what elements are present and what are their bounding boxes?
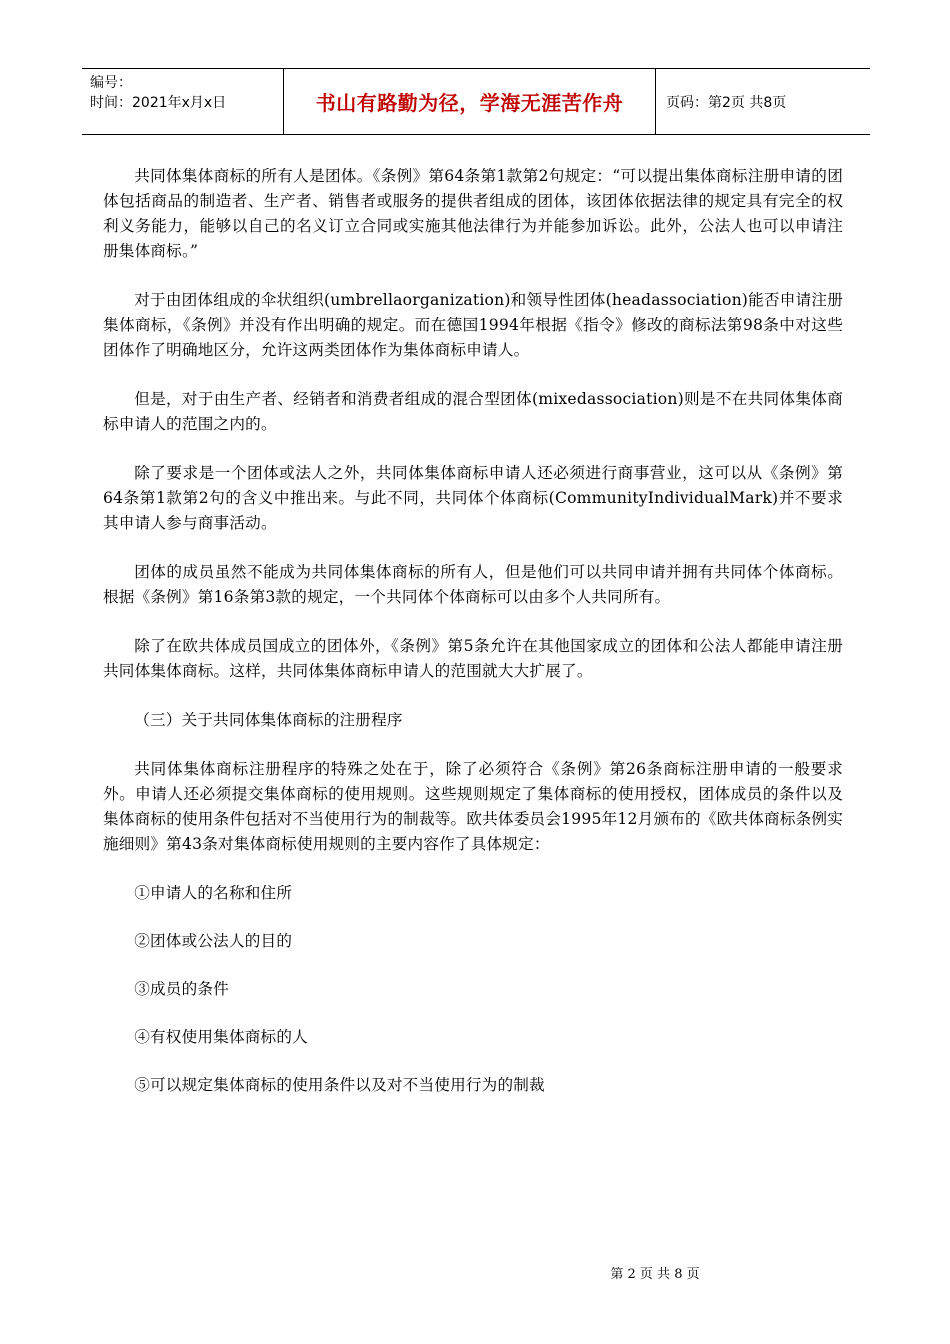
header-motto: 书山有路勤为径，学海无涯苦作舟 bbox=[284, 69, 656, 134]
list-item: ②团体或公法人的目的 bbox=[134, 932, 293, 950]
body-paragraph: 共同体集体商标的所有人是团体。《条例》第64条第1款第2句规定：“可以提出集体商标注册申请的团体包括商品的制造者、生产者、销售者或服务的提供者组成的团体，该团体依据法律的规定具有完全的权利义务能力，能够以自己的名义订立合同或实施其他法律行为并能参加诉讼。此外，公法人也可以申请注册集体商标。” bbox=[103, 167, 843, 260]
body-paragraph: 除了要求是一个团体或法人之外，共同体集体商标申请人还必须进行商事营业，这可以从《条例》第64条第1款第2句的含义中推出来。与此不同，共同体个体商标(CommunityIndividualMark)并不要求其申请人参与商事活动。 bbox=[103, 464, 843, 532]
document-body bbox=[103, 164, 843, 1121]
procedure-paragraph: 共同体集体商标注册程序的特殊之处在于，除了必须符合《条例》第26条商标注册申请的一般要求外。申请人还必须提交集体商标的使用规则。这些规则规定了集体商标的使用授权，团体成员的条件以及集体商标的使用条件包括对不当使用行为的制裁等。欧共体委员会1995年12月颁布的《欧共体商标条例实施细则》第43条对集体商标使用规则的主要内容作了具体规定： bbox=[103, 760, 843, 853]
section-subheading: （三）关于共同体集体商标的注册程序 bbox=[134, 711, 403, 729]
document-date-label: 时间：2021年x月x日 bbox=[90, 95, 227, 111]
list-item: ①申请人的名称和住所 bbox=[134, 884, 293, 902]
document-number-label: 编号： bbox=[90, 75, 132, 91]
body-paragraph: 除了在欧共体成员国成立的团体外，《条例》第5条允许在其他国家成立的团体和公法人都能申请注册共同体集体商标。这样，共同体集体商标申请人的范围就大大扩展了。 bbox=[103, 637, 843, 680]
list-item: ⑤可以规定集体商标的使用条件以及对不当使用行为的制裁 bbox=[134, 1076, 545, 1094]
body-paragraph: 团体的成员虽然不能成为共同体集体商标的所有人，但是他们可以共同申请并拥有共同体个体商标。根据《条例》第16条第3款的规定，一个共同体个体商标可以由多个人共同所有。 bbox=[103, 563, 843, 606]
list-item: ④有权使用集体商标的人 bbox=[134, 1028, 308, 1046]
body-paragraph: 对于由团体组成的伞状组织(umbrellaorganization)和领导性团体(headassociation)能否申请注册集体商标，《条例》并没有作出明确的规定。而在德国1994年根据《指令》修改的商标法第98条中对这些团体作了明确地区分，允许这两类团体作为集体商标申请人。 bbox=[103, 291, 843, 359]
header-page-number: 页码：第2页 共8页 bbox=[666, 94, 787, 111]
page-header bbox=[82, 68, 870, 135]
header-meta bbox=[82, 69, 284, 134]
list-item: ③成员的条件 bbox=[134, 980, 229, 998]
body-paragraph: 但是，对于由生产者、经销者和消费者组成的混合型团体(mixedassociation)则是不在共同体集体商标申请人的范围之内的。 bbox=[103, 390, 843, 433]
page-footer: 第 2 页 共 8 页 bbox=[610, 1267, 700, 1282]
